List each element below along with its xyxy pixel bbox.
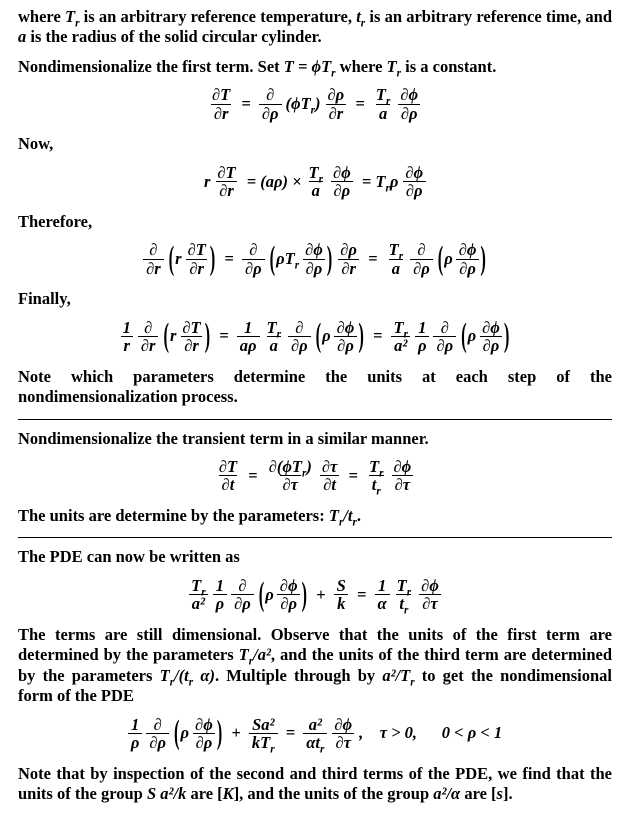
numerator: $T_r$ (393, 317, 408, 340)
paren-group (460, 315, 510, 356)
eq-first-term-chain-rule (18, 86, 612, 122)
denominator: ∂ρ (303, 259, 326, 277)
math-token: r (175, 248, 182, 268)
inline-math: $T_r$ (64, 7, 80, 30)
text-run: Nondimensionalize the first term. Set (18, 56, 284, 76)
inline-math: $T = \phi T_r$ (283, 56, 336, 80)
math-token: = (281, 723, 300, 743)
right-paren-icon: ) (480, 238, 486, 278)
denominator: ∂r (338, 259, 359, 277)
denominator: ∂ρ (410, 259, 433, 277)
paren-group (168, 238, 217, 278)
text-run: Now, (18, 134, 54, 154)
numerator: $T_r$ (388, 240, 404, 263)
fraction (302, 241, 326, 277)
denominator: α (375, 594, 390, 612)
left-paren-icon: ( (168, 238, 175, 278)
denominator: a (376, 104, 390, 122)
math-token: = (344, 465, 362, 485)
math-token: r (169, 326, 177, 346)
paren-content (181, 716, 216, 752)
para-pde-written-as (18, 547, 612, 567)
fraction (337, 241, 360, 277)
numerator: ∂ (153, 714, 162, 734)
numerator: ∂ϕ (405, 162, 424, 182)
denominator: a (267, 336, 281, 354)
denominator: r (121, 336, 133, 354)
fraction (375, 577, 390, 613)
right-paren-icon: ) (209, 238, 216, 278)
paren-content (468, 319, 503, 355)
fraction (433, 319, 456, 355)
text-run: The units are determine by the parameters: (18, 505, 329, 525)
fraction (143, 241, 164, 277)
text-run: Finally, (18, 289, 71, 309)
denominator: ∂ρ (331, 181, 354, 199)
math-token: ρ (180, 723, 190, 743)
denominator: a² (189, 594, 208, 612)
fraction (264, 319, 284, 355)
numerator: Sa² (252, 714, 275, 734)
para-note-units-groups (18, 764, 612, 805)
right-paren-icon: ) (326, 238, 333, 278)
denominator: $\alpha t_r$ (303, 733, 327, 751)
fraction (390, 458, 414, 494)
numerator: ∂ϕ (400, 85, 419, 105)
label-now (18, 134, 612, 154)
paren-content (322, 319, 357, 355)
numerator: a² (308, 714, 322, 734)
denominator: ∂ρ (456, 259, 479, 277)
fraction (325, 86, 348, 122)
inline-math: S a²/k (146, 784, 187, 804)
fraction (259, 86, 282, 122)
fraction (216, 458, 240, 494)
math-token: + (227, 723, 245, 743)
text-run: ]. (502, 784, 513, 804)
paren-group (437, 238, 487, 278)
inline-math: a (18, 27, 27, 47)
math-token: = $T_r\rho$ (357, 171, 399, 194)
fraction (456, 241, 480, 277)
numerator: ∂ (295, 317, 304, 337)
eq-therefore (18, 238, 612, 278)
paren-group (315, 315, 365, 356)
right-paren-icon: ) (204, 315, 211, 355)
denominator: k (334, 594, 348, 612)
denominator: ∂ρ (398, 104, 421, 122)
denominator: $t_r$ (369, 475, 384, 493)
fraction (288, 319, 311, 355)
numerator: ∂ (440, 317, 449, 337)
denominator: ∂r (211, 104, 232, 122)
fraction (397, 86, 421, 122)
paren-content (276, 241, 326, 277)
math-token: ρ (444, 248, 453, 268)
numerator: 1 (131, 714, 140, 734)
fraction (277, 577, 301, 613)
numerator: ∂T (182, 317, 201, 337)
text-run: ], and the units of the group (233, 784, 434, 804)
inline-math: $T_r/t_r$ (328, 505, 357, 529)
left-paren-icon: ( (461, 315, 467, 355)
denominator: ∂ρ (231, 594, 254, 612)
numerator: ∂ (144, 317, 153, 337)
fraction (209, 86, 233, 122)
inline-math: $T_r/(t_r$ α) (159, 665, 215, 688)
left-paren-icon: ( (269, 238, 276, 278)
numerator: 1 (418, 317, 427, 337)
denominator: aρ (237, 336, 260, 354)
denominator: ∂ρ (242, 259, 265, 277)
denominator: ∂r (326, 104, 347, 122)
fraction (214, 164, 238, 200)
text-run: where (18, 7, 65, 26)
denominator: ∂ρ (146, 733, 169, 751)
denominator: ∂τ (332, 733, 353, 751)
math-token: ρ (322, 326, 331, 346)
denominator: ∂ρ (480, 336, 503, 354)
fraction (192, 716, 216, 752)
numerator: ∂T (218, 456, 238, 476)
numerator: S (336, 575, 346, 595)
fraction (185, 241, 209, 277)
text-run: Note which parameters determine the units at each step of the nondimensionalization process. (18, 366, 612, 407)
math-token: ρ (265, 584, 274, 604)
paren-content (265, 577, 300, 613)
right-paren-icon: ) (503, 315, 510, 355)
fraction (237, 319, 260, 355)
fraction (391, 319, 411, 355)
inline-math: s (496, 784, 503, 804)
paren-group (162, 315, 211, 356)
fraction (394, 575, 414, 617)
text-run: The terms are still dimensional. Observe that the units of the first term are determined by the parameters (18, 624, 612, 665)
fraction (231, 577, 254, 613)
paren-content (444, 241, 479, 277)
para-units-parameters (18, 505, 612, 529)
math-token: = (368, 326, 387, 346)
math-token: = (363, 248, 382, 268)
fraction (120, 319, 134, 355)
denominator: ∂t (219, 475, 238, 493)
fraction (331, 716, 355, 752)
math-token: ρ (467, 326, 477, 346)
eq-pde-nondimensional (18, 712, 612, 756)
numerator: ∂ (238, 575, 247, 595)
fraction (128, 716, 143, 752)
fraction (334, 577, 349, 613)
numerator: ∂T (217, 162, 236, 182)
text-run: are [ (460, 784, 497, 804)
text-run: are [ (186, 784, 223, 804)
left-paren-icon: ( (437, 238, 444, 278)
numerator: $T_r$ (369, 456, 384, 480)
fraction (303, 714, 327, 756)
fraction (334, 319, 358, 355)
numerator: ∂ρ (340, 240, 357, 260)
numerator: $T_r$ (396, 575, 412, 599)
denominator: ∂t (320, 475, 339, 493)
numerator: ∂ (149, 240, 158, 260)
math-token: = (351, 94, 369, 114)
fraction (179, 319, 203, 355)
math-token: = (aρ) × (242, 171, 302, 191)
denominator: ∂ρ (334, 336, 357, 354)
inline-math: $T_r/a^2$ (238, 645, 271, 668)
denominator: $kT_r$ (249, 733, 278, 751)
numerator: ∂ϕ (393, 456, 412, 476)
para-terms-still-dimensional (18, 625, 612, 707)
left-paren-icon: ( (258, 573, 265, 613)
numerator: ∂ (417, 240, 426, 260)
denominator: ∂ρ (193, 733, 216, 751)
numerator: ∂ρ (327, 85, 345, 105)
numerator: ∂ϕ (333, 162, 351, 182)
math-token: = (220, 248, 238, 268)
fraction (266, 458, 315, 494)
right-paren-icon: ) (216, 712, 223, 752)
math-token: $(\phi T_r)$ (285, 94, 321, 117)
numerator: ∂ (266, 85, 275, 105)
eq-finally (18, 315, 612, 356)
numerator: ∂ϕ (458, 240, 477, 260)
math-token: = (244, 465, 262, 485)
fraction (330, 164, 354, 200)
numerator: ∂τ (321, 456, 338, 476)
para-nondimensionalize-first-term (18, 56, 612, 80)
denominator: ∂r (143, 259, 164, 277)
denominator: ∂ρ (433, 336, 456, 354)
numerator: ∂T (211, 85, 231, 105)
right-paren-icon: ) (358, 315, 364, 355)
numerator: ∂ϕ (336, 317, 355, 337)
fraction (146, 716, 169, 752)
fraction (373, 86, 393, 122)
section-divider-1 (18, 419, 612, 420)
denominator: ∂r (138, 336, 159, 354)
eq-transient (18, 456, 612, 498)
eq-r-dT-dr (18, 164, 612, 200)
label-therefore (18, 212, 612, 232)
denominator: ∂τ (392, 475, 413, 493)
denominator: ρ (213, 594, 228, 612)
numerator: ∂ϕ (482, 317, 500, 337)
text-run: Nondimensionalize the transient term in a similar manner. (18, 428, 429, 448)
numerator: 1 (244, 317, 253, 337)
numerator: ∂ϕ (279, 575, 298, 595)
left-paren-icon: ( (163, 315, 169, 355)
math-token: = (352, 584, 371, 604)
math-token: r (203, 171, 211, 191)
math-token: = (237, 94, 255, 114)
fraction (479, 319, 503, 355)
denominator: ∂r (216, 181, 237, 199)
eq-pde-dimensional (18, 573, 612, 617)
denominator: ∂r (186, 259, 207, 277)
text-run: to get the nondimensional form of the PDE (18, 665, 612, 706)
math-token: + (312, 584, 330, 604)
left-paren-icon: ( (174, 712, 180, 752)
denominator: ∂ρ (277, 594, 300, 612)
inline-math: a²/α (433, 784, 461, 804)
fraction (410, 241, 433, 277)
numerator: $T_r$ (191, 575, 206, 599)
numerator: ∂T (187, 240, 206, 260)
text-run: is a constant. (401, 56, 497, 76)
left-paren-icon: ( (315, 315, 322, 355)
numerator: $T_r$ (375, 85, 391, 108)
para-transient-term (18, 429, 612, 449)
numerator: ∂ϕ (195, 714, 213, 734)
numerator: 1 (122, 317, 131, 337)
text-run: , and the units of the third term are determined by the parameters (18, 645, 613, 685)
right-paren-icon: ) (301, 573, 307, 613)
inline-math: $t_r$ (356, 7, 366, 30)
fraction (138, 319, 159, 355)
numerator: ∂ϕ (305, 240, 323, 260)
text-run: . Multiple through by (214, 665, 383, 685)
label-finally (18, 289, 612, 309)
denominator: ρ (128, 733, 143, 751)
paren-content (170, 319, 204, 355)
inline-math: $T_r$ (386, 56, 402, 80)
fraction (386, 241, 406, 277)
paren-group (173, 712, 223, 753)
fraction (188, 577, 208, 613)
text-run: Therefore, (18, 211, 93, 231)
fraction (213, 577, 228, 613)
para-reference-definitions (18, 7, 612, 48)
numerator: ∂ϕ (334, 714, 353, 734)
text-run: where (335, 56, 387, 76)
text-run: is an arbitrary reference time, and (365, 7, 612, 26)
math-token: , τ > 0, 0 < ρ < 1 (359, 723, 503, 743)
denominator: a (389, 259, 403, 277)
text-run: The PDE can now be written as (18, 547, 240, 567)
paren-group (269, 238, 334, 278)
inline-math: K (222, 784, 234, 804)
text-run: Note that by inspection of the second and third terms of the PDE, we find that the units of the group (18, 763, 612, 804)
denominator: $t_r$ (396, 594, 411, 612)
denominator: ∂ρ (403, 181, 426, 199)
fraction (415, 319, 430, 355)
denominator: ∂ρ (259, 104, 282, 122)
fraction (366, 456, 386, 498)
numerator: 1 (215, 575, 225, 595)
math-token: = (215, 326, 233, 346)
fraction (242, 241, 265, 277)
fraction (249, 714, 278, 756)
denominator: ∂τ (280, 475, 301, 493)
paren-group (258, 573, 308, 614)
fraction (402, 164, 426, 200)
inline-math: $a^2/T_r$ (382, 665, 415, 688)
denominator: a² (391, 336, 410, 354)
fraction (319, 458, 340, 494)
paren-content (175, 241, 209, 277)
text-run: is the radius of the solid circular cylinder. (26, 27, 322, 47)
para-note-parameters (18, 367, 612, 408)
math-token: $\rho T_r$ (276, 248, 300, 272)
denominator: ∂r (181, 336, 202, 354)
text-run: . (356, 505, 361, 525)
numerator: $T_r$ (308, 162, 324, 186)
denominator: a (309, 181, 323, 199)
numerator: ∂ϕ (421, 575, 439, 595)
text-run: is an arbitrary reference temperature, (79, 7, 357, 26)
denominator: ∂ρ (288, 336, 311, 354)
numerator: ∂ (249, 240, 258, 260)
fraction (418, 577, 442, 613)
fraction (306, 164, 326, 200)
denominator: ∂τ (419, 594, 440, 612)
section-divider-2 (18, 537, 612, 538)
denominator: ρ (415, 336, 430, 354)
numerator: 1 (377, 575, 387, 595)
numerator: $T_r$ (266, 317, 281, 340)
numerator: $\partial(\phi T_r)$ (268, 456, 312, 480)
